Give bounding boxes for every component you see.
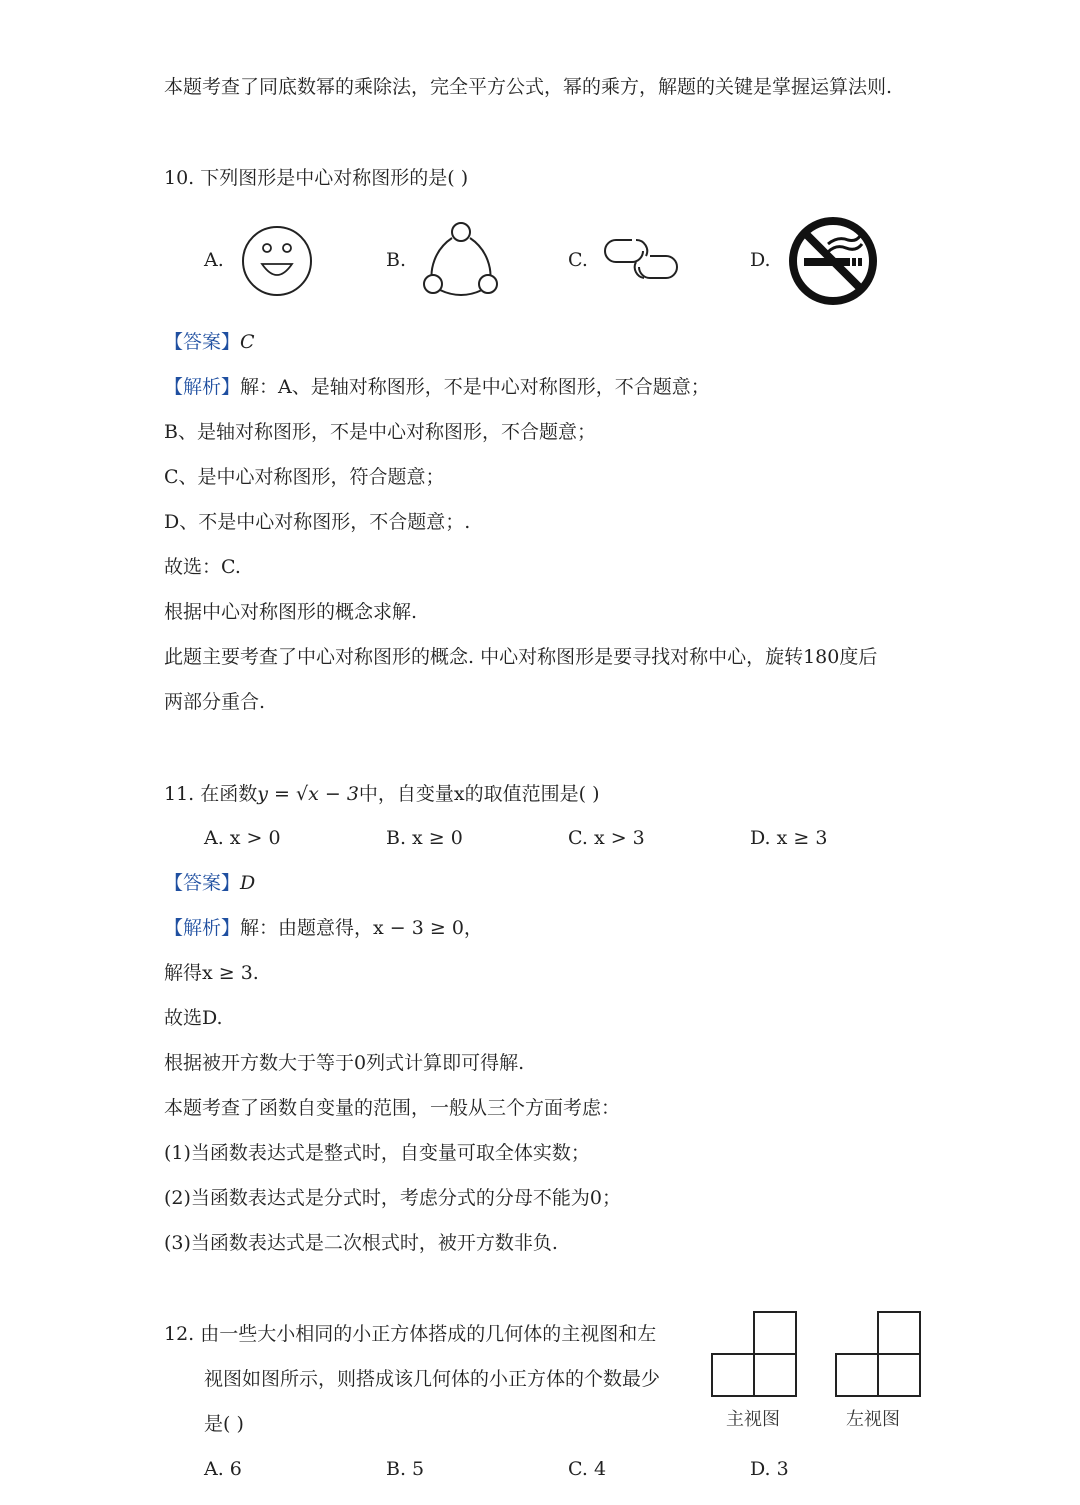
analysis-text: 解：A、是轴对称图形，不是中心对称图形，不合题意； bbox=[240, 376, 710, 398]
q12-option-a: A. 6 bbox=[204, 1458, 242, 1480]
q11-option-a: A. x > 0 bbox=[204, 827, 281, 849]
q11-option-c: C. x > 3 bbox=[568, 827, 645, 849]
q10-option-d-label: D. bbox=[750, 249, 771, 271]
q12-option-b: B. 5 bbox=[386, 1458, 425, 1480]
q10-option-c-label: C. bbox=[568, 249, 588, 271]
q11-analysis-line: (2)当函数表达式是分式时，考虑分式的分母不能为0； bbox=[164, 1187, 622, 1209]
analysis-tag: 【解析】 bbox=[164, 376, 241, 398]
q10-analysis-line: D、不是中心对称图形，不合题意；. bbox=[164, 511, 471, 533]
q11-analysis-line: 根据被开方数大于等于0列式计算即可得解. bbox=[164, 1052, 525, 1074]
q11-function-expression: y = √x − 3 bbox=[257, 783, 359, 805]
answer-value: D bbox=[240, 872, 256, 894]
q11-option-d: D. x ≥ 3 bbox=[750, 827, 828, 849]
q11-stem-suffix: 中，自变量x的取值范围是( ) bbox=[358, 783, 600, 805]
q10-analysis-line: B、是轴对称图形，不是中心对称图形，不合题意； bbox=[164, 421, 596, 443]
q11-option-b: B. x ≥ 0 bbox=[386, 827, 463, 849]
q11-analysis-line: 解得x ≥ 3. bbox=[164, 962, 259, 984]
front-view-caption: 主视图 bbox=[726, 1409, 780, 1430]
q11-stem bbox=[164, 781, 600, 807]
q11-analysis-line bbox=[164, 915, 483, 941]
analysis-text: 解：由题意得，x − 3 ≥ 0， bbox=[240, 917, 483, 939]
q11-answer bbox=[164, 870, 255, 896]
answer-value: C bbox=[240, 331, 255, 353]
q12-option-c: C. 4 bbox=[568, 1458, 607, 1480]
smiley-face-figure bbox=[240, 224, 314, 298]
answer-tag: 【答案】 bbox=[164, 872, 241, 894]
three-circles-figure bbox=[420, 220, 502, 300]
q12-stem-line: 视图如图所示，则搭成该几何体的小正方体的个数最少 bbox=[204, 1368, 661, 1390]
q10-analysis-line bbox=[164, 374, 710, 400]
analysis-tag: 【解析】 bbox=[164, 917, 241, 939]
q10-analysis-line: C、是中心对称图形，符合题意； bbox=[164, 466, 445, 488]
q10-analysis-line: 两部分重合. bbox=[164, 691, 266, 713]
q11-analysis-line: 故选D. bbox=[164, 1007, 223, 1029]
q9-conclusion: 本题考查了同底数幂的乘除法，完全平方公式，幂的乘方，解题的关键是掌握运算法则. bbox=[164, 76, 893, 98]
front-view-figure bbox=[711, 1311, 799, 1397]
no-smoking-icon bbox=[788, 216, 878, 306]
q11-analysis-line: (3)当函数表达式是二次根式时，被开方数非负. bbox=[164, 1232, 558, 1254]
q10-analysis-line: 此题主要考查了中心对称图形的概念. 中心对称图形是要寻找对称中心，旋转180度后 bbox=[164, 646, 878, 668]
left-view-figure bbox=[835, 1311, 923, 1397]
left-view-caption: 左视图 bbox=[846, 1409, 900, 1430]
q10-analysis-line: 故选：C. bbox=[164, 556, 241, 578]
q12-stem-line: 12. 由一些大小相同的小正方体搭成的几何体的主视图和左 bbox=[164, 1323, 657, 1345]
q10-analysis-line: 根据中心对称图形的概念求解. bbox=[164, 601, 418, 623]
linked-chain-figure bbox=[602, 234, 682, 284]
q10-stem: 10. 下列图形是中心对称图形的是( ) bbox=[164, 167, 469, 189]
q10-option-a-label: A. bbox=[204, 249, 224, 271]
q10-option-b-label: B. bbox=[386, 249, 407, 271]
q11-analysis-line: (1)当函数表达式是整式时，自变量可取全体实数； bbox=[164, 1142, 590, 1164]
q11-stem-prefix: 11. 在函数 bbox=[164, 783, 258, 805]
q11-analysis-line: 本题考查了函数自变量的范围，一般从三个方面考虑： bbox=[164, 1097, 621, 1119]
q10-answer bbox=[164, 329, 255, 355]
answer-tag: 【答案】 bbox=[164, 331, 241, 353]
q12-option-d: D. 3 bbox=[750, 1458, 789, 1480]
q12-stem-line: 是( ) bbox=[204, 1413, 244, 1435]
